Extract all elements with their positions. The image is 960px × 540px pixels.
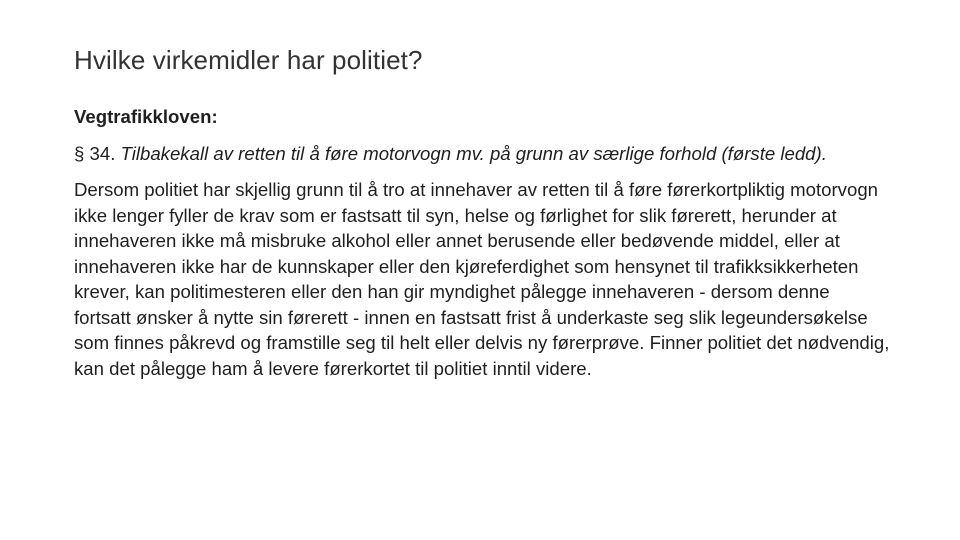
law-paragraph: Dersom politiet har skjellig grunn til å tro at innehaver av retten til å føre førerkortpliktig motorvogn ikke lenger fyller de krav som er fastsatt til syn, helse og førlighet for slik førerett, herunder at innehaveren ikke må misbruke alkohol eller annet berusende eller bedøvende middel, eller at innehaveren ikke har de kunnskaper eller den kjøreferdighet som hensynet til trafikksikkerheten krever, kan politimesteren eller den han gir myndighet pålegge innehaveren - dersom denne fortsatt ønsker å nytte sin førerett - innen en fastsatt frist å underkaste seg slik legeundersøkelse som finnes påkrevd og framstille seg til helt eller delvis ny førerprøve. Finner politiet det nødvendig, kan det pålegge ham å levere førerkortet til politiet inntil videre. xyxy=(74,179,890,379)
slide-title: Hvilke virkemidler har politiet? xyxy=(74,45,423,75)
law-heading: Vegtrafikkloven: xyxy=(74,106,218,127)
section-number: § 34. xyxy=(74,142,116,164)
section-title: Tilbakekall av retten til å føre motorvogn mv. på grunn av særlige forhold (første ledd). xyxy=(120,142,827,164)
slide-body xyxy=(74,104,890,381)
section-line xyxy=(74,141,890,167)
